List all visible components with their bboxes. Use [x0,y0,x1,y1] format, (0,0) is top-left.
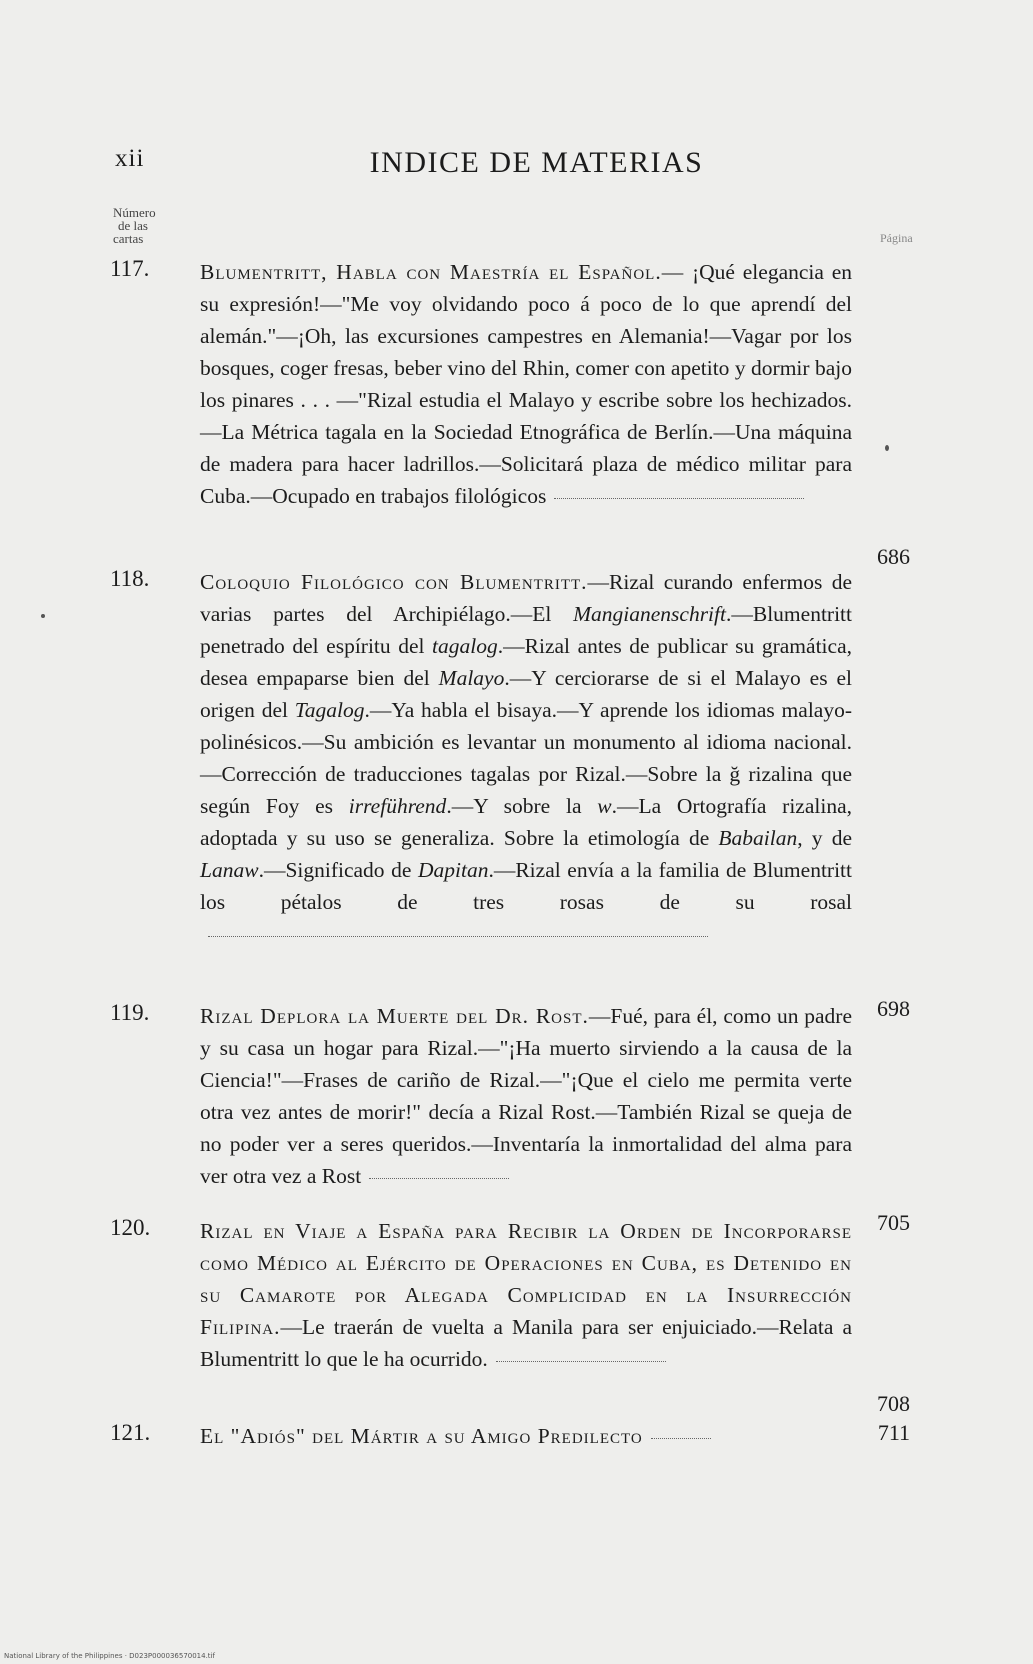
entry-page-number: 705 [877,1210,910,1235]
dot-leader [651,1437,711,1439]
entry-number: 119. [110,1000,150,1025]
entry-body [200,1215,852,1375]
entry-heading: El "Adiós" del Mártir a su Amigo Predilecto [200,1424,643,1448]
entry-italic-term: Tagalog [294,698,365,722]
toc-entry-121 [110,1420,910,1452]
dot-leader [496,1360,666,1362]
entry-italic-term: Babailan [718,826,798,850]
paper-speck [885,445,889,451]
entry-body [200,256,852,512]
entry-text: —Fué, para él, como un padre y su casa un hogar para Rizal.—"¡Ha muerto sirviendo a la causa de la Ciencia!"—Frases de cariño de Rizal.—"¡Que el cielo me permita verte otra vez antes de morir!" decía a Rizal Rost.—También Rizal se queja de no poder ver a seres queridos.—Inventaría la inmortalidad del alma para ver otra vez a Rost [200,1004,852,1188]
entry-italic-term: Lanaw [200,858,259,882]
entry-body [200,566,852,950]
entry-heading: Rizal Deplora la Muerte del Dr. Rost. [200,1004,589,1028]
entry-text: ¡Qué elegancia en su expresión!—"Me voy olvidando poco á poco de lo que aprendí del alemán."—¡Oh, las excursiones campestres en Alemania!—Vagar por los bosques, coger fresas, beber vino del Rhin, comer con apetito y dormir bajo los pinares . . . —"Rizal estudia el Malayo y escribe sobre los hechizados.—La Métrica tagala en la Sociedad Etnográfica de Berlín.—Una máquina de madera para hacer ladrillos.—Solicitará plaza de médico militar para Cuba.—Ocupado en trabajos filológicos [200,260,852,508]
entry-page-number: 711 [877,1420,910,1445]
entry-text: —Le traerán de vuelta a Manila para ser enjuiciado.—Relata a Blumentritt lo que le ha ocurrido. [200,1315,852,1371]
entry-text: .—Blumentritt penetrado del espíritu del [200,602,852,658]
entry-text: .—Y cerciorarse de si el Malayo es el origen del [200,666,852,722]
entry-body [200,1000,852,1192]
entry-italic-term: Mangianenschrift [573,602,726,626]
entry-text: .—La Ortografía rizalina, adoptada y su uso se generaliza. Sobre la etimología de [200,794,852,850]
dot-leader [554,497,804,499]
dot-leader [208,935,708,937]
entry-heading: Rizal en Viaje a España para Recibir la Orden de Incorporarse como Médico al Ejército de Operaciones en Cuba, es Detenido en su Camarote por Alegada Complicidad en la Insurrección Filipina. [200,1219,852,1339]
dot-leader [369,1177,509,1179]
entry-text: .—Significado de [258,858,418,882]
entry-page-number: 686 [877,544,910,569]
toc-entry-117 [110,256,910,569]
entry-text: .—Rizal envía a la familia de Blumentritt los pétalos de tres rosas de su rosal [200,858,852,914]
entry-italic-term: irreführend [348,794,447,818]
toc-entry-120 [110,1215,910,1416]
entry-page-number: 698 [877,996,910,1021]
entry-text: .—Ya habla el bisaya.—Y aprende los idiomas malayo-polinésicos.—Su ambición es levantar un monumento al idioma nacional.—Corrección de traducciones tagalas por Rizal.—Sobre la ğ rizalina que según Foy es [200,698,852,818]
page-title: INDICE DE MATERIAS [369,146,704,179]
entry-number: 120. [110,1215,151,1240]
page-folio: xii [115,145,145,172]
column-header-line: de las [118,218,148,233]
entry-heading: Coloquio Filológico con Blumentritt. [200,570,588,594]
entry-number: 117. [110,256,150,281]
entry-body [200,1420,852,1452]
scan-footer: National Library of the Philippines · D023P000036570014.tif [4,1652,215,1660]
column-header-line: Número [113,205,156,220]
column-header-line: cartas [113,231,144,246]
entry-heading: Blumentritt, Habla con Maestría el Español.— [200,260,685,284]
entry-italic-term: Malayo [438,666,505,690]
entry-page-number: 708 [877,1391,910,1416]
paper-speck [41,614,45,618]
entry-italic-term: w [597,794,612,818]
entry-text: .—Rizal antes de publicar su gramática, desea empaparse bien del [200,634,852,690]
column-header-page: Página [880,231,913,245]
entry-text: —Rizal curando enfermos de varias partes del Archipiélago.—El [200,570,852,626]
entry-text: , y de [797,826,852,850]
entry-number: 121. [110,1420,151,1445]
entry-italic-term: tagalog [432,634,498,658]
entry-italic-term: Dapitan [417,858,489,882]
entry-text: .—Y sobre la [446,794,598,818]
column-header-letter-number [113,206,156,245]
entry-number: 118. [110,566,150,591]
